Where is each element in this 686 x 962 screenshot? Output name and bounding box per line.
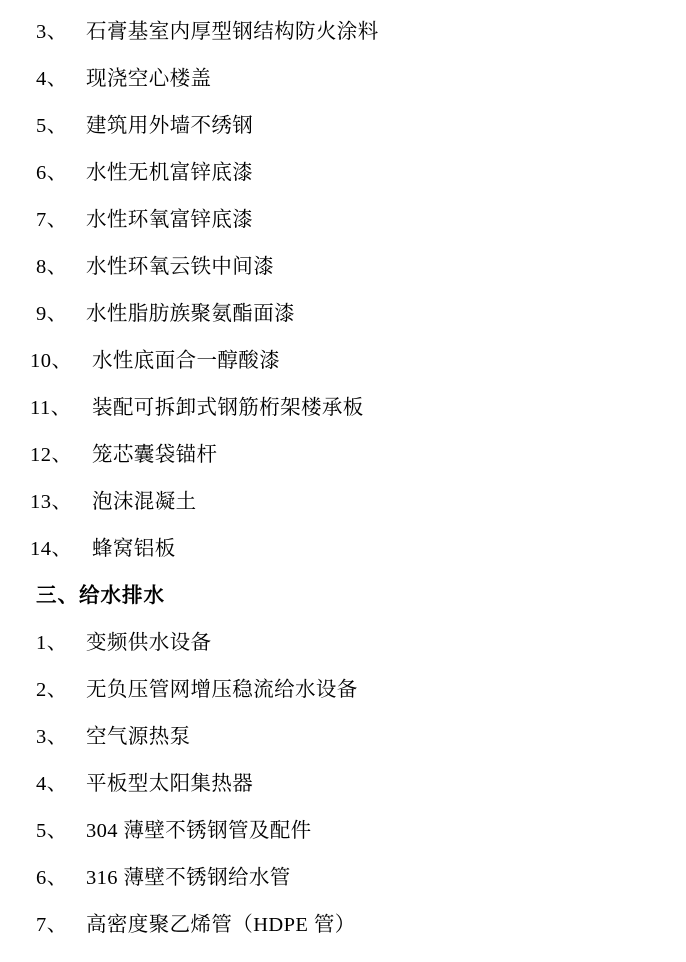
- list-item: [30, 539, 656, 586]
- list-item-number: 5、: [36, 820, 68, 842]
- list-item-number: 5、: [36, 115, 68, 137]
- section-heading: [30, 586, 656, 633]
- list-item-number: 10、: [30, 350, 73, 372]
- document-content-list: [30, 22, 656, 962]
- list-item: [30, 821, 656, 868]
- list-item: [30, 304, 656, 351]
- list-item: [30, 398, 656, 445]
- list-item-label: 水性底面合一醇酸漆: [92, 350, 281, 372]
- list-item-number: 6、: [36, 867, 68, 889]
- list-item-label: 石膏基室内厚型钢结构防火涂料: [86, 21, 379, 43]
- list-item: [30, 868, 656, 915]
- list-item-number: 7、: [36, 209, 68, 231]
- list-item-label: 蜂窝铝板: [92, 538, 176, 560]
- list-item-number: 3、: [36, 726, 68, 748]
- list-item-number: 6、: [36, 162, 68, 184]
- list-item-label: 平板型太阳集热器: [86, 773, 254, 795]
- list-item-label: 泡沫混凝土: [92, 491, 197, 513]
- list-item: [30, 163, 656, 210]
- list-item: [30, 210, 656, 257]
- list-item-label: 水性环氧富锌底漆: [86, 209, 254, 231]
- list-item-label: 变频供水设备: [86, 632, 212, 654]
- list-item-label: 水性脂肪族聚氨酯面漆: [86, 303, 295, 325]
- list-item-number: 4、: [36, 68, 68, 90]
- list-item-label: 水性无机富锌底漆: [86, 162, 254, 184]
- list-item: [30, 727, 656, 774]
- list-item-label: 无负压管网增压稳流给水设备: [86, 679, 358, 701]
- list-item: [30, 116, 656, 163]
- list-item: [30, 257, 656, 304]
- list-item: [30, 445, 656, 492]
- list-item: [30, 492, 656, 539]
- list-item-number: 2、: [36, 679, 68, 701]
- list-item-number: 7、: [36, 914, 68, 936]
- list-item-number: 3、: [36, 21, 68, 43]
- list-item: [30, 22, 656, 69]
- list-item-number: 9、: [36, 303, 68, 325]
- list-item: [30, 69, 656, 116]
- list-item-label: 建筑用外墙不绣钢: [86, 115, 254, 137]
- list-item-number: 13、: [30, 491, 73, 513]
- list-item-label: 空气源热泵: [86, 726, 191, 748]
- list-item: [30, 680, 656, 727]
- list-item-label: 笼芯囊袋锚杆: [92, 444, 218, 466]
- list-item-label: 高密度聚乙烯管（HDPE 管）: [86, 914, 356, 936]
- list-item-number: 8、: [36, 256, 68, 278]
- list-item: [30, 774, 656, 821]
- list-item-label: 316 薄壁不锈钢给水管: [86, 867, 291, 889]
- list-item-label: 装配可拆卸式钢筋桁架楼承板: [92, 397, 364, 419]
- list-item: [30, 351, 656, 398]
- list-item: [30, 633, 656, 680]
- page-top-spacer: [30, 8, 656, 22]
- list-item-number: 14、: [30, 538, 73, 560]
- list-item-number: 1、: [36, 632, 68, 654]
- list-item-label: 现浇空心楼盖: [86, 68, 212, 90]
- list-item-number: 11、: [30, 397, 72, 419]
- list-item-number: 4、: [36, 773, 68, 795]
- list-item-number: 12、: [30, 444, 73, 466]
- list-item-label: 水性环氧云铁中间漆: [86, 256, 275, 278]
- list-item: [30, 915, 656, 962]
- section-heading-text: 三、给水排水: [36, 585, 165, 607]
- list-item-label: 304 薄壁不锈钢管及配件: [86, 820, 312, 842]
